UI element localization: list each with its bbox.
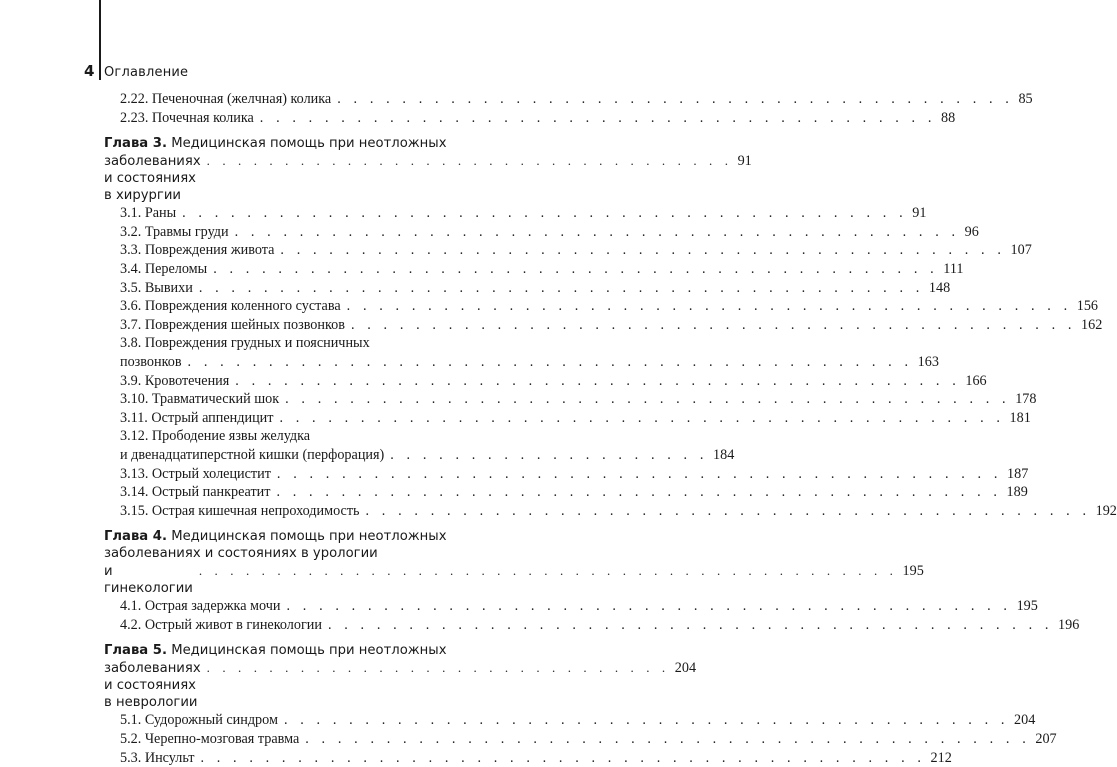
toc-entry-5-1[interactable] (104, 711, 1036, 730)
chapter-label: Глава 5. (104, 643, 167, 659)
chapter-title-line: Медицинская помощь при неотложных (171, 529, 447, 545)
toc-entry-3-6[interactable] (104, 297, 1099, 316)
toc-entry-page: 156 (1076, 298, 1099, 315)
page-header (84, 62, 188, 80)
dot-leader: . . . . . . . . . . . . . . . . . . . . . . . . . . . . . . . . . . . . . . . . . . . . . (198, 279, 924, 296)
toc-entry-page: 204 (1014, 712, 1036, 729)
chapter-label: Глава 3. (104, 136, 167, 152)
toc-entry-3-15[interactable] (104, 502, 1117, 521)
toc-entry-page: 196 (1058, 616, 1080, 633)
toc-entry-title: 3.2. Травмы груди (120, 223, 229, 240)
toc-entry-title: 3.1. Раны (120, 205, 177, 222)
dot-leader: . . . . . . . . . . . . . . . . . . . . . . . . . . . . . . . . . . . . . . . . . . . . . (198, 563, 898, 579)
chapter-label: Глава 4. (104, 529, 167, 545)
toc-entry-page: 195 (1016, 598, 1038, 615)
dot-leader: . . . . . . . . . . . . . . . . . . . . . . . . . . . . . . . . . . . . . . . . . . . . . (234, 223, 960, 240)
toc-entry-title: 4.1. Острая задержка мочи (120, 598, 281, 615)
toc-entry-title: 2.23. Почечная колика (120, 109, 254, 126)
dot-leader: . . . . . . . . . . . . . . . . . . . . . . . . . . . . . . . . . . . . . . . . . . . . . (276, 484, 1002, 501)
dot-leader: . . . . . . . . . . . . . . . . . . . . . . . . . . . . . . . . . . . . . . . . . . . . . (365, 502, 1091, 519)
toc-entry-title: 3.6. Повреждения коленного сустава (120, 298, 341, 315)
dot-leader: . . . . . . . . . . . . . . . . . . . . . . . . . . . . . . . . . . . . . . . . . . . . . (283, 712, 1010, 729)
toc-entry-3-11[interactable] (104, 409, 1031, 428)
dot-leader: . . . . . . . . . . . . . . . . . . . . . . . . . . . . . . . . . . . . . . . . . . . . . (346, 298, 1072, 315)
toc-entry-title: 3.14. Острый панкреатит (120, 484, 271, 501)
toc-entry-page: 162 (1081, 316, 1103, 333)
toc-entry-3-4[interactable] (104, 260, 964, 279)
toc-entry-title: 3.12. Прободение язвы желудка (120, 428, 311, 445)
toc-entry-4-1[interactable] (104, 597, 1038, 616)
toc-entry-title-cont: позвонков (120, 353, 182, 370)
toc-entry-3-7[interactable] (104, 316, 1103, 335)
dot-leader: . . . . . . . . . . . . . . . . . . . . . . . . . . . . . . . . . . . . . . . . . . . . . (327, 616, 1054, 633)
chapter-title-line: заболеваниях и состояниях в хирургии (104, 154, 201, 204)
toc-entry-title: 5.2. Черепно-мозговая травма (120, 731, 300, 748)
dot-leader: . . . . . . . . . . . . . . . . . . . . . . . . . . . . . . . . . . . . . . . . . . (337, 91, 1014, 107)
dot-leader: . . . . . . . . . . . . . . . . . . . . (390, 446, 708, 463)
dot-leader: . . . . . . . . . . . . . . . . . . . . . . . . . . . . . . . . . . . . . . . . . . . . . (235, 372, 961, 389)
toc-entry-page: 85 (1018, 91, 1033, 107)
toc-entry-page: 163 (917, 353, 939, 370)
toc-entry-page: 181 (1009, 409, 1031, 426)
chapter-title-line: Медицинская помощь при неотложных (171, 643, 447, 659)
table-of-contents (104, 90, 1117, 767)
toc-entry-3-2[interactable] (104, 223, 979, 242)
toc-entry-title: 4.2. Острый живот в гинекологии (120, 616, 322, 633)
toc-entry-title: 5.3. Инсульт (120, 749, 195, 766)
chapter-page: 204 (674, 660, 697, 677)
toc-entry-title: 3.15. Острая кишечная непроходимость (120, 502, 360, 519)
toc-entry-3-10[interactable] (104, 390, 1037, 409)
toc-entry-page: 189 (1006, 484, 1028, 501)
toc-entry-3-1[interactable] (104, 204, 927, 223)
dot-leader: . . . . . . . . . . . . . . . . . . . . . . . . . . . . . . . . . . . . . . . . . . . . . (187, 353, 913, 370)
toc-entry-3-9[interactable] (104, 372, 987, 391)
toc-entry-title: 3.5. Вывихи (120, 279, 193, 296)
dot-leader: . . . . . . . . . . . . . . . . . . . . . . . . . . . . . . . . . . . . . . . . . . . . . (286, 598, 1012, 615)
chapter-page: 195 (902, 563, 924, 580)
toc-chapter-5[interactable] (104, 642, 697, 711)
toc-entry-title-cont: и двенадцатиперстной кишки (перфорация) (120, 446, 385, 463)
dot-leader: . . . . . . . . . . . . . . . . . . . . . . . . . . . . . . . . . . . . . . . . . . . . . (182, 205, 908, 222)
toc-entry-page: 166 (965, 372, 987, 389)
toc-entry-title: 3.8. Повреждения грудных и поясничных (120, 335, 370, 352)
toc-entry-title: 3.9. Кровотечения (120, 372, 230, 389)
toc-entry-title: 3.13. Острый холецистит (120, 465, 271, 482)
dot-leader: . . . . . . . . . . . . . . . . . . . . . . . . . . . . . . . . . . . . . . . . . . . . . (279, 409, 1005, 426)
chapter-title-line: Медицинская помощь при неотложных (171, 136, 447, 152)
dot-leader: . . . . . . . . . . . . . . . . . . . . . . . . . . . . . . . . . . . . . . . . . . . . . (350, 316, 1077, 333)
toc-chapter-3[interactable] (104, 135, 752, 204)
toc-entry-3-13[interactable] (104, 465, 1029, 484)
toc-entry-3-5[interactable] (104, 279, 951, 298)
toc-entry-title: 3.3. Повреждения живота (120, 242, 275, 259)
toc-entry-5-2[interactable] (104, 730, 1057, 749)
toc-entry-page: 184 (713, 446, 735, 463)
toc-entry-4-2[interactable] (104, 616, 1080, 635)
toc-entry-2-23[interactable] (104, 109, 956, 128)
dot-leader: . . . . . . . . . . . . . . . . . . . . . . . . . . . . . . . . . . . . . . . . . . . . . (305, 731, 1031, 748)
dot-leader: . . . . . . . . . . . . . . . . . . . . . . . . . . . . . . . . . . . . . . . . . . (259, 109, 936, 126)
toc-entry-page: 212 (930, 749, 952, 766)
page-number: 4 (84, 62, 95, 80)
toc-entry-3-3[interactable] (104, 241, 1032, 260)
toc-entry-3-12[interactable] (104, 427, 735, 464)
toc-entry-page: 96 (964, 223, 979, 240)
toc-entry-page: 192 (1095, 502, 1117, 519)
chapter-title-line: и гинекологии (104, 564, 193, 597)
toc-entry-page: 187 (1007, 465, 1029, 482)
toc-entry-5-3[interactable] (104, 749, 952, 767)
toc-entry-2-22[interactable] (104, 90, 1033, 109)
toc-entry-title: 3.11. Острый аппендицит (120, 409, 274, 426)
dot-leader: . . . . . . . . . . . . . . . . . . . . . . . . . . . . . . . . . . . . . . . . . . . . . (213, 260, 939, 277)
toc-entry-3-8[interactable] (104, 334, 939, 371)
toc-entry-3-14[interactable] (104, 483, 1028, 502)
running-title: Оглавление (104, 65, 189, 80)
dot-leader: . . . . . . . . . . . . . . . . . . . . . . . . . . . . . . . . . . . . . . . . . . . . . (285, 391, 1011, 408)
toc-entry-page: 178 (1015, 391, 1037, 408)
toc-entry-title: 3.7. Повреждения шейных позвонков (120, 316, 345, 333)
toc-entry-page: 207 (1035, 731, 1057, 748)
toc-entry-page: 148 (928, 279, 951, 296)
dot-leader: . . . . . . . . . . . . . . . . . . . . . . . . . . . . . . . . . . . . . . . . . . . . . (280, 242, 1006, 259)
toc-chapter-4[interactable] (104, 528, 924, 597)
dot-leader: . . . . . . . . . . . . . . . . . . . . . . . . . . . . . . (206, 660, 670, 676)
toc-entry-page: 107 (1010, 242, 1032, 259)
toc-entry-title: 3.4. Переломы (120, 260, 208, 277)
chapter-title-line: заболеваниях и состояниях в урологии (104, 546, 378, 562)
dot-leader: . . . . . . . . . . . . . . . . . . . . . . . . . . . . . . . . . . . . . . . . . . . . . (200, 749, 926, 766)
toc-entry-page: 91 (912, 205, 927, 222)
toc-entry-title: 3.10. Травматический шок (120, 391, 280, 408)
toc-entry-title: 2.22. Печеночная (желчная) колика (120, 91, 332, 107)
chapter-title-line: заболеваниях и состояниях в неврологии (104, 661, 201, 711)
chapter-page: 91 (737, 153, 752, 170)
toc-entry-title: 5.1. Судорожный синдром (120, 712, 278, 729)
toc-entry-page: 88 (941, 109, 956, 126)
dot-leader: . . . . . . . . . . . . . . . . . . . . . . . . . . . . . . . . . . . . . . . . . . . . . (276, 465, 1002, 482)
dot-leader: . . . . . . . . . . . . . . . . . . . . . . . . . . . . . . . . . . (206, 153, 733, 169)
toc-entry-page: 111 (943, 260, 964, 277)
